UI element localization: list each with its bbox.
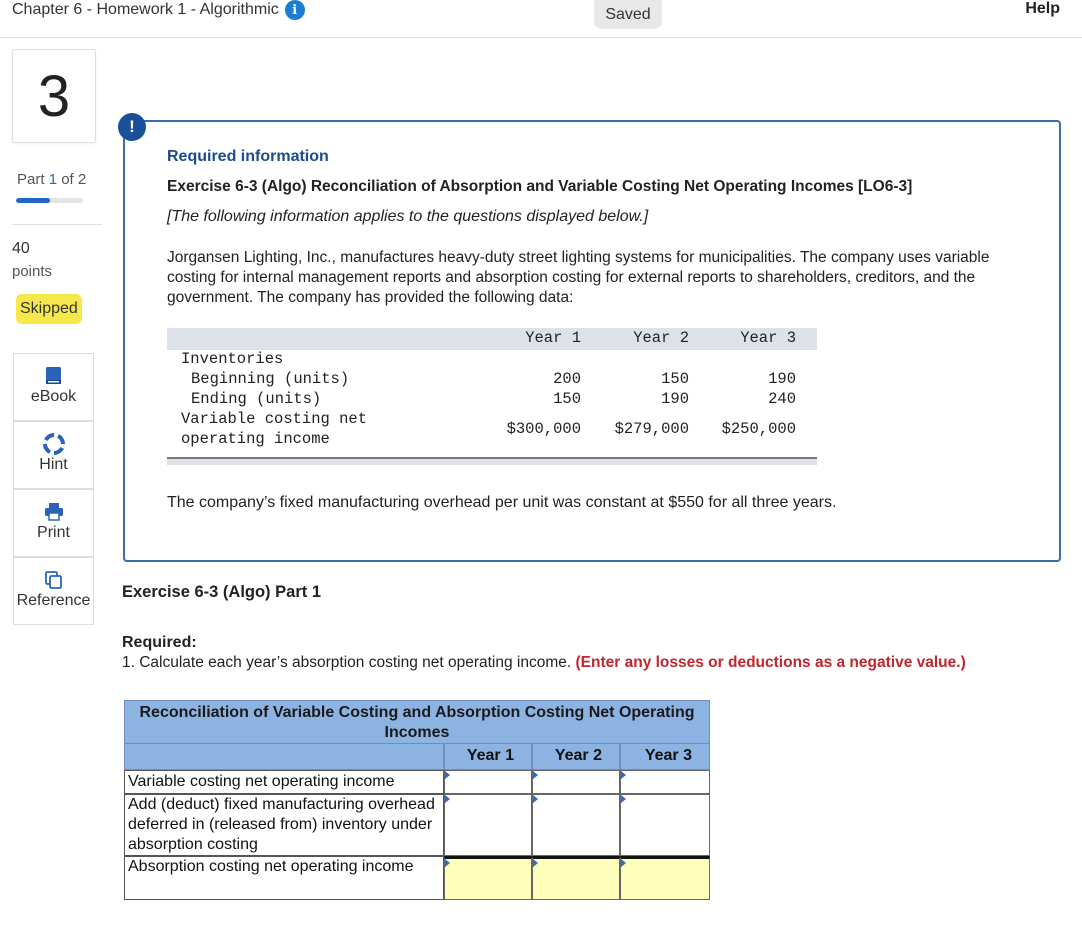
reconciliation-table <box>124 700 710 900</box>
vc-income-label-line2: operating income <box>181 430 330 448</box>
required-label: Required: <box>122 634 197 651</box>
instruction <box>122 654 966 672</box>
instruction-warning: (Enter any losses or deductions as a negative value.) <box>575 654 966 671</box>
ebook-label: eBook <box>30 388 77 405</box>
answer-col-header-year1: Year 1 <box>444 744 532 770</box>
question-number[interactable]: 3 <box>12 49 96 143</box>
vc-income-label-line1: Variable costing net <box>181 410 368 428</box>
beginning-year3: 190 <box>768 370 796 388</box>
answer-col-header-year2: Year 2 <box>532 744 620 770</box>
beginning-units-label: Beginning (units) <box>191 370 350 388</box>
instruction-text: 1. Calculate each year’s absorption costing net operating income. <box>122 654 572 671</box>
data-table-footer <box>167 457 817 465</box>
col-header-year1: Year 1 <box>525 329 581 347</box>
inventory-data-table <box>167 328 817 466</box>
rail-divider <box>12 224 102 225</box>
hint-label: Hint <box>39 456 68 473</box>
points-value: 40 <box>12 240 30 257</box>
alert-icon: ! <box>118 113 146 141</box>
book-icon <box>43 366 65 386</box>
problem-paragraph: Jorgansen Lighting, Inc., manufactures heavy-duty street lighting systems for municipalities. The company uses variable costing for internal management reports and absorption costing for external reports to shareholders, creditors, and the government. The company has provided the following data: <box>167 249 990 306</box>
saved-status: Saved <box>594 0 662 29</box>
col-header-year2: Year 2 <box>633 329 689 347</box>
data-table-header <box>167 328 817 350</box>
printer-icon <box>43 502 65 522</box>
reconciliation-table-title: Reconciliation of Variable Costing and Absorption Costing Net Operating Incomes <box>124 700 710 744</box>
ac-income-year3-input[interactable] <box>620 856 710 900</box>
ac-income-year2-input[interactable] <box>532 856 620 900</box>
row-vc-income-label: Variable costing net operating income <box>124 770 444 794</box>
beginning-year2: 150 <box>661 370 689 388</box>
inventories-label: Inventories <box>181 350 284 368</box>
part-progress-bar <box>16 198 83 203</box>
required-information-panel <box>123 120 1061 562</box>
vc-income-year2: $279,000 <box>614 420 689 438</box>
answer-col-header-year3: Year 3 <box>620 744 710 770</box>
part-progress-fill <box>16 198 50 203</box>
vc-income-year3: $250,000 <box>721 420 796 438</box>
label-column-header <box>124 744 444 770</box>
part-current: 1 <box>48 171 58 188</box>
copy-icon <box>43 570 65 590</box>
overhead-deferred-year3-input[interactable] <box>620 794 710 856</box>
status-badge: Skipped <box>16 294 82 324</box>
part-total: of 2 <box>61 171 87 188</box>
row-ac-income-label: Absorption costing net operating income <box>124 856 444 900</box>
overhead-deferred-year1-input[interactable] <box>444 794 532 856</box>
row-fixed-overhead-label: Add (deduct) fixed manufacturing overhead deferred in (released from) inventory under absorption costing <box>124 794 444 856</box>
col-header-year3: Year 3 <box>740 329 796 347</box>
vc-income-year3-input[interactable] <box>620 770 710 794</box>
ending-year2: 190 <box>661 390 689 408</box>
ending-units-label: Ending (units) <box>191 390 322 408</box>
points-label: points <box>12 263 53 280</box>
assignment-title <box>12 0 305 20</box>
ending-year3: 240 <box>768 390 796 408</box>
exercise-title: Exercise 6-3 (Algo) Reconciliation of Absorption and Variable Costing Net Operating Incomes [LO6-3] <box>167 178 913 195</box>
hint-button[interactable] <box>13 421 94 489</box>
overhead-deferred-year2-input[interactable] <box>532 794 620 856</box>
top-bar <box>0 0 1082 38</box>
vc-income-year2-input[interactable] <box>532 770 620 794</box>
reference-label: Reference <box>16 592 91 609</box>
print-label: Print <box>37 524 70 541</box>
beginning-year1: 200 <box>553 370 581 388</box>
part-word: Part <box>17 171 45 188</box>
vc-income-year1: $300,000 <box>506 420 581 438</box>
part-heading: Exercise 6-3 (Algo) Part 1 <box>122 583 321 601</box>
info-note: [The following information applies to the questions displayed below.] <box>167 208 649 225</box>
info-icon[interactable]: i <box>285 0 305 20</box>
assignment-title-text: Chapter 6 - Homework 1 - Algorithmic <box>12 1 279 18</box>
ac-income-year1-input[interactable] <box>444 856 532 900</box>
print-button[interactable] <box>13 489 94 557</box>
part-indicator <box>17 171 86 188</box>
fixed-overhead-note: The company’s fixed manufacturing overhead per unit was constant at $550 for all three years. <box>167 494 837 511</box>
ending-year1: 150 <box>553 390 581 408</box>
lifebuoy-icon <box>43 434 65 454</box>
help-link[interactable]: Help <box>1025 0 1060 17</box>
ebook-button[interactable] <box>13 353 94 421</box>
vc-income-year1-input[interactable] <box>444 770 532 794</box>
required-info-heading: Required information <box>167 148 329 165</box>
reference-button[interactable] <box>13 557 94 625</box>
